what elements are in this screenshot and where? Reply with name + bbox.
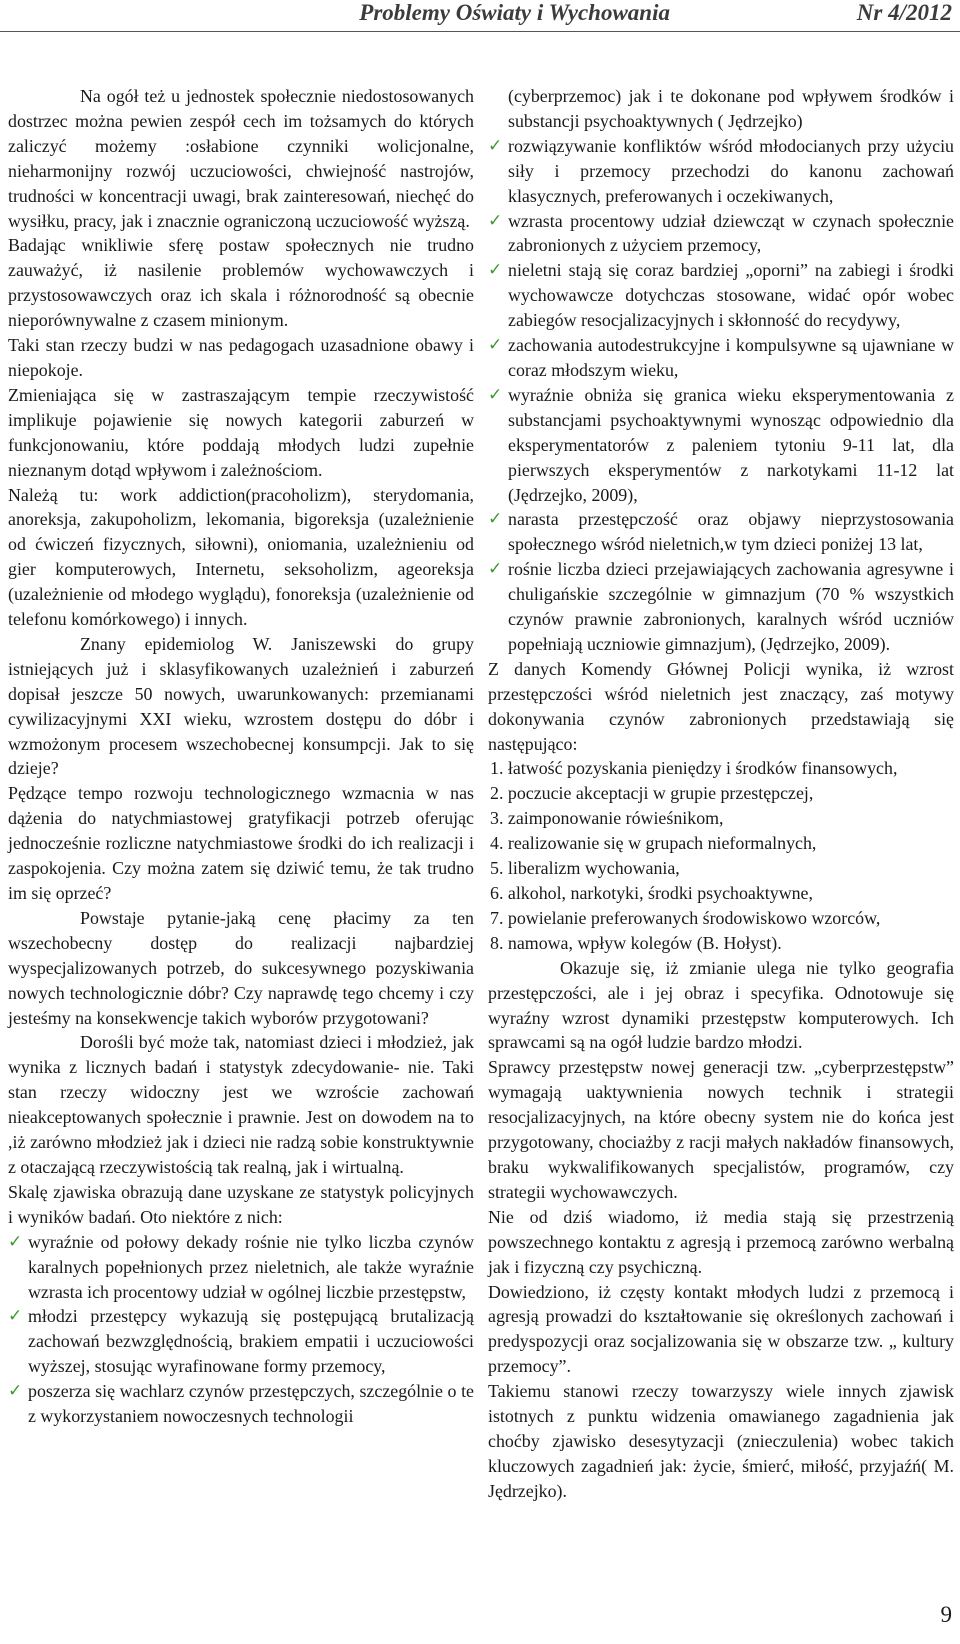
checkmark-icon: ✓	[488, 135, 503, 156]
paragraph: Sprawcy przestępstw nowej generacji tzw. „cyberprzestępstw” wymagają uaktywnienia nowych technik i strategii resocjalizacyjnych, na które obecny system nie do końca jest przygotowany, chociażby z racji małych nakładów finansowych, braku wykwalifikowanych specjalistów, programów, czy strategii wychowawczych.	[488, 1057, 954, 1202]
checklist-item	[488, 383, 954, 508]
checklist-text: wyraźnie obniża się granica wieku eksperymentowania z substancjami psychoaktywnymi wynosząc odpowiednio dla eksperymentatorów z paleniem tytoniu 9-11 lat, dla pierwszych eksperymentów z narkotykami 11-12 lat (Jędrzejko, 2009),	[508, 384, 954, 505]
checklist-text: poszerza się wachlarz czynów przestępczych, szczególnie o te z wykorzystaniem nowoczesnych technologii	[28, 1381, 474, 1427]
numbered-item: 2. poczucie akceptacji w grupie przestępczej,	[490, 783, 814, 804]
checklist-text: rozwiązywanie konfliktów wśród młodocianych przy użyciu siły i przemocy przechodzi do kanonu zachowań klasycznych, preferowanych i oczekiwanych,	[508, 135, 954, 206]
paragraph: Skalę zjawiska obrazują dane uzyskane ze statystyk policyjnych i wyników badań. Oto niektóre z nich:	[8, 1181, 474, 1227]
numbered-item: 5. liberalizm wychowania,	[490, 858, 680, 879]
checklist-text: zachowania autodestrukcyjne i kompulsywne są ujawniane w coraz młodszym wieku,	[508, 335, 954, 380]
journal-title: Problemy Oświaty i Wychowania	[359, 0, 670, 25]
header-rule	[0, 31, 960, 32]
checkmark-icon: ✓	[488, 559, 503, 580]
checklist-item	[488, 557, 954, 657]
numbered-item: 8. namowa, wpływ kolegów (B. Hołyst).	[490, 932, 782, 953]
checklist-text: nieletni stają się coraz bardziej „oporni” na zabiegi i środki wychowawcze dotychczas stosowane, widać opór wobec zabiegów resocjalizacyjnych i skłonność do recydywy,	[508, 260, 954, 331]
left-column	[8, 84, 474, 1429]
checkmark-icon: ✓	[8, 1231, 23, 1252]
checklist-item	[488, 258, 954, 333]
paragraph: Taki stan rzeczy budzi w nas pedagogach uzasadnione obawy i niepokoje.	[8, 335, 474, 380]
checklist-item	[8, 1230, 474, 1305]
checklist-item	[8, 1379, 474, 1429]
checklist-text: rośnie liczba dzieci przejawiających zachowania agresywne i chuligańskie szczególnie w gimnazjum (70 % wszystkich czynów prawnie zabronionych, karalnych wśród uczniów popełniają uczniowie gimnazjum), (Jędrzejko, 2009).	[508, 559, 954, 654]
paragraph: Pędzące tempo rozwoju technologicznego wzmacnia w nas dążenia do natychmiastowej gratyfikacji potrzeb oferując jednocześnie rozliczne natychmiastowe środki do ich realizacji i zaspokojenia. Czy można zatem się dziwić temu, że tak trudno im się oprzeć?	[8, 783, 474, 903]
numbered-item: 6. alkohol, narkotyki, środki psychoaktywne,	[490, 883, 813, 903]
checklist-text: narasta przestępczość oraz objawy nieprzystosowania społecznego wśród nieletnich,w tym dzieci poniżej 13 lat,	[508, 509, 954, 555]
paragraph: Zmieniająca się w zastraszającym tempie rzeczywistość implikuje pojawienie się nowych kategorii zaburzeń w funkcjonowaniu, które poddają młodych ludzi zupełnie nieznanym dotąd wpływom i zależnościom.	[8, 384, 474, 480]
checkmark-icon: ✓	[8, 1381, 23, 1402]
paragraph: Dowiedziono, iż częsty kontakt młodych ludzi z przemocą i agresją prowadzi do kształtowanie się określonych zachowań i predyspozycji oraz socjalizowania się w obszarze tzw. „ kultury przemocy”.	[488, 1281, 954, 1377]
checklist-item	[488, 333, 954, 383]
checkmark-icon: ✓	[488, 335, 503, 356]
checkmark-icon: ✓	[8, 1306, 23, 1327]
paragraph: Na ogół też u jednostek społecznie niedostosowanych dostrzec można pewien zespół cech im tożsamych do których zaliczyć możemy :osłabione czynniki wolicjonalne, nieharmonijny rozwój uczuciowości, chwiejność nastrojów, trudności w koncentracji uwagi, brak zainteresowań, niechęć do wysiłku, pracy, jak i znacznie ograniczoną uczuciowość wyższą.	[8, 86, 474, 231]
checkmark-icon: ✓	[488, 210, 503, 231]
paragraph: Powstaje pytanie-jaką cenę płacimy za ten wszechobecny dostęp do realizacji najbardziej wyspecjalizowanych potrzeb, do sukcesywnego pozyskiwania nowych technologicznie dóbr? Czy naprawdę tego chcemy i czy jesteśmy na konsekwencje takich wyborów przygotowani?	[8, 907, 474, 1028]
right-column	[488, 84, 954, 1504]
paragraph: Dorośli być może tak, natomiast dzieci i młodzież, jak wynika z licznych badań i statystyk zdecydowanie- nie. Taki stan rzeczy widoczny jest we wzroście zachowań nieakceptowanych społecznie i prawnie. Jest on dowodem na to ,iż zarówno młodzież jak i dzieci nie radzą sobie konstruktywnie z otaczającą rzeczywistością tak realną, jak i wirtualną.	[8, 1032, 474, 1177]
checklist-item	[488, 209, 954, 259]
checklist-text: wzrasta procentowy udział dziewcząt w czynach społecznie zabronionych z użyciem przemocy,	[508, 210, 954, 256]
checklist-item	[8, 1304, 474, 1379]
numbered-item: 4. realizowanie się w grupach nieformalnych,	[490, 833, 817, 854]
numbered-item: 1. łatwość pozyskania pieniędzy i środków finansowych,	[490, 758, 898, 779]
paragraph: Z danych Komendy Głównej Policji wynika, iż wzrost przestępczości wśród nieletnich jest znaczący, zaś motywy dokonywania czynów zabronionych przedstawiają się następująco:	[488, 658, 954, 754]
page-header	[0, 0, 960, 30]
checklist-item	[488, 134, 954, 209]
checkmark-icon: ✓	[488, 260, 503, 281]
numbered-item: 7. powielanie preferowanych środowiskowo wzorców,	[490, 907, 881, 928]
checkmark-icon: ✓	[488, 384, 503, 405]
checklist-text: młodzi przestępcy wykazują się postępującą brutalizacją zachowań bezwzględnością, brakiem empatii i uczuciowości wyższej, stosując wyrafinowane formy przemocy,	[28, 1306, 474, 1377]
paragraph: Takiemu stanowi rzeczy towarzyszy wiele innych zjawisk istotnych z punktu widzenia omawianego zagadnienia jak choćby zjawisko desesytyzacji (znieczulenia) wobec takich kluczowych zagadnień jak: życie, śmierć, miłość, przyjaźń( M. Jędrzejko).	[488, 1381, 954, 1501]
checklist-item	[488, 507, 954, 557]
checklist-text: wyraźnie od połowy dekady rośnie nie tylko liczba czynów karalnych popełnionych przez nieletnich, ale także wyraźnie wzrasta ich procentowy udział w ogólnej liczbie przestępstw,	[28, 1231, 474, 1302]
issue-number: Nr 4/2012	[856, 0, 952, 25]
paragraph: Należą tu: work addiction(pracoholizm), sterydomania, anoreksja, zakupoholizm, lekomania, bigoreksja (uzależnienie od ćwiczeń fizycznych, siłowni), oniomania, uzależnieniu od gier komputerowych, Internetu, seksoholizm, ageoreksja (uzależnienie od młodego wyglądu), fonoreksja (uzależnienie od telefonu komórkowego) i innych.	[8, 484, 474, 630]
paragraph: Znany epidemiolog W. Janiszewski do grupy istniejących już i sklasyfikowanych uzależnień i zaburzeń dopisał jeszcze 50 nowych, uwarunkowanych: przemianami cywilizacyjnymi XXI wieku, wzrostem dostępu do dóbr i wzmożonym procesem wszechobecnej konsumpcji. Jak to się dzieje?	[8, 633, 474, 779]
paragraph: Badając wnikliwie sferę postaw społecznych nie trudno zauważyć, iż nasilenie problemów wychowawczych i przystosowawczych oraz ich skala i różnorodność są obecnie nieporównywalne z czasem minionym.	[8, 235, 474, 331]
paragraph: Nie od dziś wiadomo, iż media stają się przestrzenią powszechnego kontaktu z agresją i przemocą zarówno werbalną jak i fizyczną czy psychiczną.	[488, 1206, 954, 1277]
page-number: 9	[940, 1602, 952, 1627]
paragraph: (cyberprzemoc) jak i te dokonane pod wpływem środków i substancji psychoaktywnych ( Jędrzejko)	[508, 86, 954, 131]
checkmark-icon: ✓	[488, 509, 503, 530]
paragraph: Okazuje się, iż zmianie ulega nie tylko geografia przestępczości, ale i jej obraz i specyfika. Odnotowuje się wyraźny wzrost dynamiki przestępstw komputerowych. Ich sprawcami są na ogół ludzie bardzo młodzi.	[488, 957, 954, 1053]
numbered-item: 3. zaimponowanie rówieśnikom,	[490, 808, 724, 829]
